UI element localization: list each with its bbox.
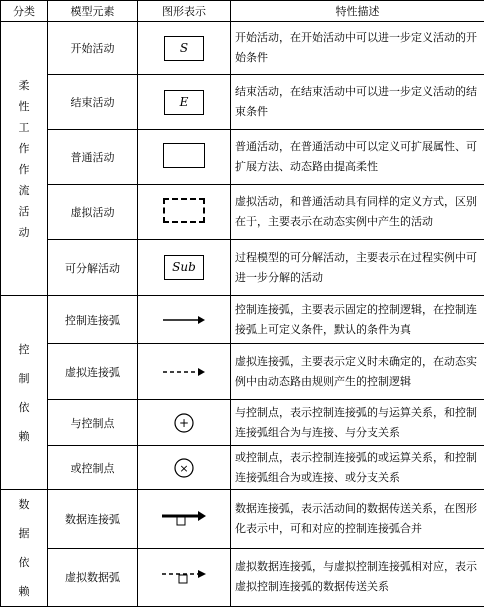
or-point-glyph: × (179, 462, 188, 475)
element-name: 可分解活动 (48, 240, 138, 296)
table-row (1, 446, 484, 490)
circle-cross-icon (173, 457, 195, 479)
header-description: 特性描述 (231, 1, 484, 22)
table-row (1, 22, 484, 75)
element-name: 虚拟连接弧 (48, 344, 138, 400)
category-control-label: 控制依赖 (19, 335, 30, 451)
element-name: 开始活动 (48, 22, 138, 75)
header-symbol: 图形表示 (138, 1, 231, 22)
table-row (1, 185, 484, 240)
element-description: 数据连接弧，表示活动间的数据传送关系，在图形化表示中，可和对应的控制连接弧合并 (231, 490, 484, 549)
dashed-arrow-icon (162, 366, 206, 378)
element-name: 虚拟数据弧 (48, 548, 138, 607)
element-description: 虚拟活动，和普通活动具有同样的定义方式，区别在于，主要表示在动态实例中产生的活动 (231, 185, 484, 240)
header-element: 模型元素 (48, 1, 138, 22)
normal-activity-box (163, 143, 205, 168)
element-description: 虚拟数据连接弧，与虚拟控制连接弧相对应，表示虚拟控制连接弧的数据传送关系 (231, 548, 484, 607)
virtual-activity-box (163, 198, 205, 223)
virtual-data-arrow-icon (161, 568, 207, 586)
element-name: 结束活动 (48, 75, 138, 130)
table-row (1, 548, 484, 607)
element-description: 普通活动，在普通活动中可以定义可扩展属性、可扩展方法、动态路由提高柔性 (231, 130, 484, 185)
normal-activity-symbol (138, 130, 231, 185)
element-description: 过程模型的可分解活动，主要表示在过程实例中可进一步分解的活动 (231, 240, 484, 296)
element-name: 控制连接弧 (48, 296, 138, 344)
category-flexible-label: 柔性工作作流活动 (19, 75, 30, 243)
element-description: 与控制点，表示控制连接弧的与运算关系，和控制连接弧组合为与连接、与分支关系 (231, 400, 484, 446)
end-activity-symbol (138, 75, 231, 130)
and-point-symbol (138, 400, 231, 446)
table-row (1, 296, 484, 344)
header-category: 分类 (1, 1, 48, 22)
element-name: 数据连接弧 (48, 490, 138, 549)
symbol-text: S (164, 36, 204, 61)
data-arrow-icon (161, 510, 207, 528)
data-arc-symbol (138, 490, 231, 549)
element-description: 虚拟连接弧，主要表示定义时未确定的，在动态实例中由动态路由规则产生的控制逻辑 (231, 344, 484, 400)
table-row (1, 344, 484, 400)
or-point-symbol (138, 446, 231, 490)
virtual-activity-symbol (138, 185, 231, 240)
control-arc-symbol (138, 296, 231, 344)
element-description: 控制连接弧，主要表示固定的控制逻辑，在控制连接弧上可定义条件，默认的条件为真 (231, 296, 484, 344)
category-flexible (1, 22, 48, 296)
element-description: 或控制点，表示控制连接弧的或运算关系，和控制连接弧组合为或连接、或分支关系 (231, 446, 484, 490)
virtual-arc-symbol (138, 344, 231, 400)
element-name: 普通活动 (48, 130, 138, 185)
table-row (1, 490, 484, 549)
table-row (1, 400, 484, 446)
element-name: 或控制点 (48, 446, 138, 490)
element-description: 结束活动，在结束活动中可以进一步定义活动的结束条件 (231, 75, 484, 130)
symbol-text: Sub (164, 255, 204, 280)
element-description: 开始活动，在开始活动中可以进一步定义活动的开始条件 (231, 22, 484, 75)
table-row (1, 130, 484, 185)
symbol-text: E (164, 90, 204, 115)
virtual-data-arc-symbol (138, 548, 231, 607)
category-control (1, 296, 48, 490)
element-name: 与控制点 (48, 400, 138, 446)
table-row (1, 75, 484, 130)
category-data-label: 数据依赖 (19, 490, 30, 606)
start-activity-symbol (138, 22, 231, 75)
table-row (1, 240, 484, 296)
table-header-row (1, 1, 484, 22)
solid-arrow-icon (162, 314, 206, 326)
circle-plus-icon (173, 412, 195, 434)
and-point-glyph: + (179, 416, 189, 430)
element-name: 虚拟活动 (48, 185, 138, 240)
category-data (1, 490, 48, 607)
sub-activity-symbol (138, 240, 231, 296)
